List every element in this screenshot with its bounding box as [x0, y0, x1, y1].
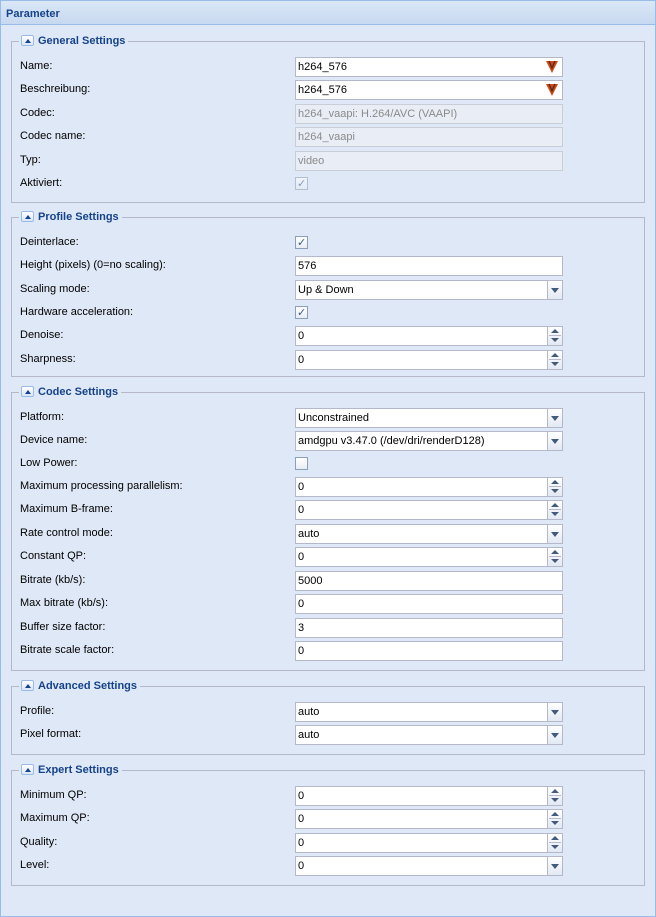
codec-label: Codec:	[20, 107, 55, 119]
spinner-arrows-icon[interactable]	[547, 501, 562, 519]
quality-label: Quality:	[20, 836, 58, 848]
advanced-settings-legend[interactable]: Advanced Settings	[19, 680, 140, 692]
aktiviert-label: Aktiviert:	[20, 177, 63, 189]
spinner-arrows-icon[interactable]	[547, 810, 562, 828]
variable-marker-icon[interactable]	[545, 83, 559, 97]
dropdown-arrow-icon[interactable]	[547, 525, 562, 543]
variable-marker-icon[interactable]	[545, 60, 559, 74]
typ-input: video	[295, 151, 563, 171]
sharpness-spinner[interactable]: 0	[295, 350, 563, 370]
panel-title: Parameter	[1, 1, 655, 25]
beschreibung-label: Beschreibung:	[20, 83, 91, 95]
height-input[interactable]: 576	[295, 256, 563, 276]
collapse-icon[interactable]	[21, 211, 34, 222]
profile-select[interactable]: auto	[295, 702, 563, 722]
device-name-select[interactable]: amdgpu v3.47.0 (/dev/dri/renderD128)	[295, 431, 563, 451]
expert-settings-legend[interactable]: Expert Settings	[19, 764, 122, 776]
row-hw-accel	[12, 303, 646, 323]
deinterlace-label: Deinterlace:	[20, 236, 79, 248]
min-qp-spinner[interactable]: 0	[295, 786, 563, 806]
codec-input: h264_vaapi: H.264/AVC (VAAPI)	[295, 104, 563, 124]
checkmark-icon: ✓	[297, 177, 307, 190]
beschreibung-input[interactable]: h264_576	[295, 80, 563, 100]
name-input[interactable]: h264_576	[295, 57, 563, 77]
spinner-arrows-icon[interactable]	[547, 834, 562, 852]
row-quality	[12, 833, 646, 853]
buffer-size-label: Buffer size factor:	[20, 621, 106, 633]
height-label: Height (pixels) (0=no scaling):	[20, 259, 166, 271]
typ-label: Typ:	[20, 154, 41, 166]
row-max-bframe	[12, 500, 646, 520]
dropdown-arrow-icon[interactable]	[547, 857, 562, 875]
row-platform	[12, 408, 646, 428]
dropdown-arrow-icon[interactable]	[547, 703, 562, 721]
row-max-parallelism	[12, 477, 646, 497]
max-qp-spinner[interactable]: 0	[295, 809, 563, 829]
spinner-arrows-icon[interactable]	[547, 327, 562, 345]
max-bframe-label: Maximum B-frame:	[20, 503, 113, 515]
platform-select[interactable]: Unconstrained	[295, 408, 563, 428]
row-level	[12, 856, 646, 876]
row-beschreibung	[12, 80, 646, 100]
collapse-icon[interactable]	[21, 680, 34, 691]
constant-qp-spinner[interactable]: 0	[295, 547, 563, 567]
row-max-qp	[12, 809, 646, 829]
min-qp-label: Minimum QP:	[20, 789, 87, 801]
row-constant-qp	[12, 547, 646, 567]
profile-settings-legend[interactable]: Profile Settings	[19, 211, 122, 223]
platform-label: Platform:	[20, 411, 65, 423]
spinner-arrows-icon[interactable]	[547, 548, 562, 566]
collapse-icon[interactable]	[21, 386, 34, 397]
advanced-settings-fieldset	[11, 680, 645, 755]
profile-label: Profile:	[20, 705, 55, 717]
pixel-format-label: Pixel format:	[20, 728, 82, 740]
row-codec-name	[12, 127, 646, 147]
spinner-arrows-icon[interactable]	[547, 787, 562, 805]
rate-control-label: Rate control mode:	[20, 527, 113, 539]
denoise-spinner[interactable]: 0	[295, 326, 563, 346]
spinner-arrows-icon[interactable]	[547, 478, 562, 496]
spinner-arrows-icon[interactable]	[547, 351, 562, 369]
dropdown-arrow-icon[interactable]	[547, 409, 562, 427]
max-bitrate-input[interactable]: 0	[295, 594, 563, 614]
low-power-label: Low Power:	[20, 457, 78, 469]
rate-control-select[interactable]: auto	[295, 524, 563, 544]
row-sharpness	[12, 350, 646, 370]
dropdown-arrow-icon[interactable]	[547, 432, 562, 450]
dropdown-arrow-icon[interactable]	[547, 726, 562, 744]
row-buffer-size	[12, 618, 646, 638]
max-parallelism-label: Maximum processing parallelism:	[20, 480, 183, 492]
row-device-name	[12, 431, 646, 451]
aktiviert-checkbox	[295, 177, 308, 190]
row-min-qp	[12, 786, 646, 806]
row-aktiviert	[12, 174, 646, 194]
row-codec	[12, 104, 646, 124]
bitrate-scale-label: Bitrate scale factor:	[20, 644, 115, 656]
max-bframe-spinner[interactable]: 0	[295, 500, 563, 520]
general-settings-fieldset	[11, 35, 645, 203]
row-pixel-format	[12, 725, 646, 745]
checkmark-icon: ✓	[297, 306, 307, 319]
low-power-checkbox[interactable]	[295, 457, 308, 470]
buffer-size-input[interactable]: 3	[295, 618, 563, 638]
bitrate-scale-input[interactable]: 0	[295, 641, 563, 661]
device-name-label: Device name:	[20, 434, 88, 446]
constant-qp-label: Constant QP:	[20, 550, 87, 562]
expert-settings-fieldset	[11, 764, 645, 886]
codec-settings-legend[interactable]: Codec Settings	[19, 386, 121, 398]
row-height	[12, 256, 646, 276]
row-rate-control	[12, 524, 646, 544]
hw-accel-checkbox[interactable]	[295, 306, 308, 319]
denoise-label: Denoise:	[20, 329, 64, 341]
codec-settings-fieldset	[11, 386, 645, 671]
scaling-mode-label: Scaling mode:	[20, 283, 90, 295]
profile-settings-fieldset	[11, 211, 645, 377]
row-name	[12, 57, 646, 77]
codec-name-label: Codec name:	[20, 130, 86, 142]
level-select[interactable]: 0	[295, 856, 563, 876]
max-bitrate-label: Max bitrate (kb/s):	[20, 597, 109, 609]
hw-accel-label: Hardware acceleration:	[20, 306, 134, 318]
deinterlace-checkbox[interactable]	[295, 236, 308, 249]
general-settings-legend[interactable]: General Settings	[19, 35, 128, 47]
max-qp-label: Maximum QP:	[20, 812, 90, 824]
row-bitrate	[12, 571, 646, 591]
scaling-mode-select[interactable]: Up & Down	[295, 280, 563, 300]
quality-spinner[interactable]: 0	[295, 833, 563, 853]
row-deinterlace	[12, 233, 646, 253]
row-bitrate-scale	[12, 641, 646, 661]
checkmark-icon: ✓	[297, 236, 307, 249]
bitrate-label: Bitrate (kb/s):	[20, 574, 86, 586]
row-profile	[12, 702, 646, 722]
panel-body	[1, 25, 655, 916]
row-low-power	[12, 454, 646, 474]
row-denoise	[12, 326, 646, 346]
collapse-icon[interactable]	[21, 764, 34, 775]
pixel-format-select[interactable]: auto	[295, 725, 563, 745]
row-scaling-mode	[12, 280, 646, 300]
max-parallelism-spinner[interactable]: 0	[295, 477, 563, 497]
row-max-bitrate	[12, 594, 646, 614]
bitrate-input[interactable]: 5000	[295, 571, 563, 591]
collapse-icon[interactable]	[21, 35, 34, 46]
codec-name-input: h264_vaapi	[295, 127, 563, 147]
row-typ	[12, 151, 646, 171]
dropdown-arrow-icon[interactable]	[547, 281, 562, 299]
sharpness-label: Sharpness:	[20, 353, 76, 365]
level-label: Level:	[20, 859, 50, 871]
name-label: Name:	[20, 60, 53, 72]
